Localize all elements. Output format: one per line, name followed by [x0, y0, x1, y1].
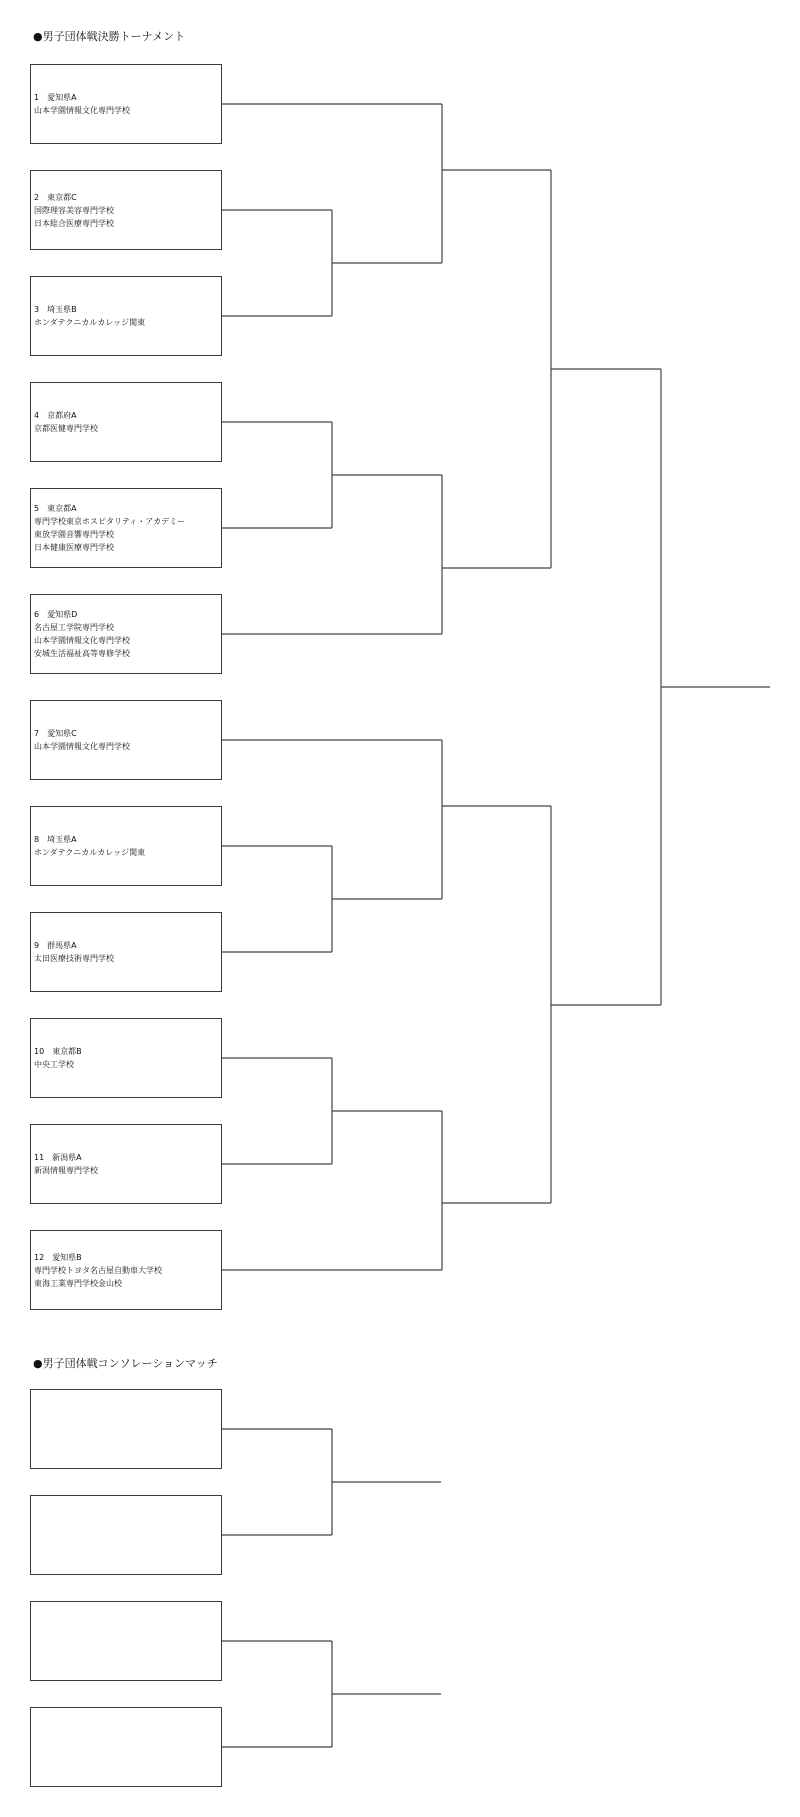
team-header: 3 埼玉県B [34, 305, 77, 314]
team-box-10 [30, 1018, 222, 1098]
team-header: 8 埼玉県A [34, 835, 77, 844]
team-header: 12 愛知県B [34, 1252, 82, 1262]
team-box-12 [30, 1230, 222, 1310]
school-name: 専門学校トヨタ名古屋自動車大学校 [34, 1265, 162, 1275]
school-name: 山本学園情報文化専門学校 [34, 106, 130, 115]
school-name: 専門学校東京ホスピタリティ・アカデミー [34, 517, 186, 526]
school-name: 新潟情報専門学校 [34, 1166, 98, 1175]
team-box-5 [30, 488, 222, 568]
team-header: 2 東京都C [34, 192, 77, 202]
team-box-7 [30, 700, 222, 780]
team-header: 5 東京都A [34, 504, 77, 513]
team-box-2 [30, 170, 222, 250]
consolation-box-4 [30, 1707, 222, 1787]
team-header: 6 愛知県D [34, 610, 78, 619]
school-name: 安城生活福祉高等専修学校 [34, 649, 130, 658]
final-tournament-title: ●男子団体戦決勝トーナメント [33, 30, 186, 43]
team-header: 7 愛知県C [34, 729, 77, 738]
consolation-box-1 [30, 1389, 222, 1469]
school-name: 日本健康医療専門学校 [34, 543, 114, 552]
school-name: 京都医健専門学校 [34, 424, 98, 433]
school-name: 山本学園情報文化専門学校 [34, 636, 130, 645]
team-box-3 [30, 276, 222, 356]
school-name: 中央工学校 [34, 1060, 74, 1069]
team-header: 11 新潟県A [34, 1153, 82, 1162]
school-name: ホンダテクニカルカレッジ関東 [34, 848, 146, 857]
team-box-9 [30, 912, 222, 992]
school-name: 東海工業専門学校金山校 [34, 1278, 122, 1288]
school-name: 山本学園情報文化専門学校 [34, 742, 130, 751]
team-box-11 [30, 1124, 222, 1204]
school-name: 日本総合医療専門学校 [34, 218, 114, 228]
team-box-8 [30, 806, 222, 886]
team-box-4 [30, 382, 222, 462]
team-header: 4 京都府A [34, 411, 77, 420]
school-name: 名古屋工学院専門学校 [34, 623, 114, 632]
consolation-box-2 [30, 1495, 222, 1575]
team-header: 10 東京都B [34, 1047, 82, 1056]
team-header: 1 愛知県A [34, 93, 77, 102]
school-name: 太田医療技術専門学校 [34, 954, 114, 963]
team-box-6 [30, 594, 222, 674]
consolation-box-3 [30, 1601, 222, 1681]
team-box-1 [30, 64, 222, 144]
team-header: 9 群馬県A [34, 941, 77, 950]
school-name: 国際理容美容専門学校 [34, 205, 114, 215]
school-name: 東放学園音響専門学校 [34, 530, 114, 539]
consolation-title: ●男子団体戦コンソレーションマッチ [33, 1357, 218, 1370]
school-name: ホンダテクニカルカレッジ関東 [34, 318, 146, 327]
